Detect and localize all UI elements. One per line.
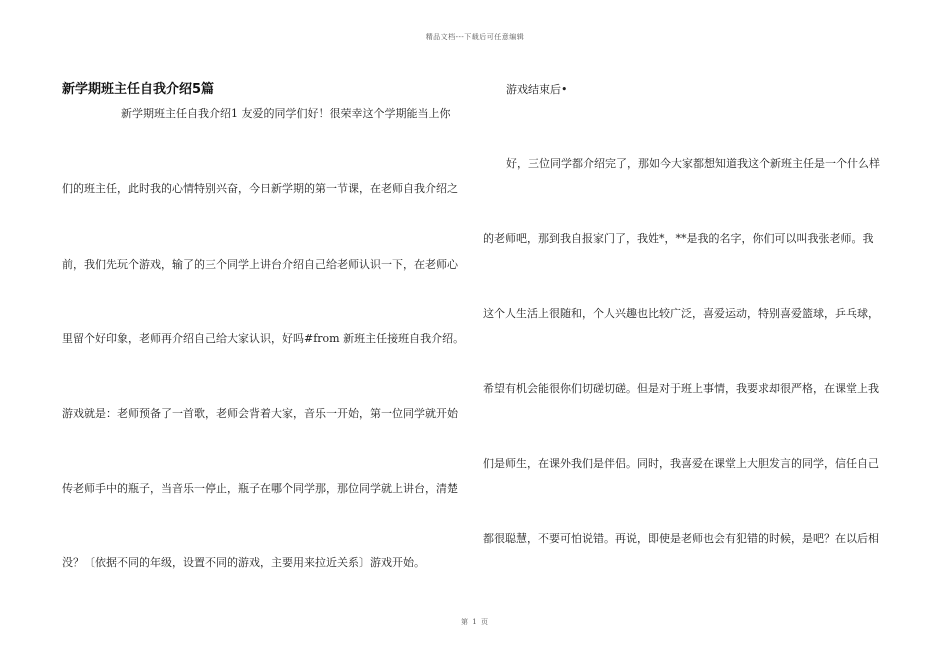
right-paragraph-line: 游戏结束后• <box>506 83 568 96</box>
left-paragraph-line: 新学期班主任自我介绍1 友爱的同学们好！很荣幸这个学期能当上你 <box>121 107 451 120</box>
right-paragraph-line: 这个人生活上很随和，个人兴趣也比较广泛，喜爱运动，特别喜爱篮球，乒乓球， <box>483 307 879 320</box>
right-paragraph-line: 都很聪慧，不要可怕说错。再说，即使是老师也会有犯错的时候，是吧？在以后相 <box>483 532 879 545</box>
document-title: 新学期班主任自我介绍5篇 <box>62 82 215 97</box>
left-paragraph-line: 们的班主任，此时我的心情特别兴奋，今日新学期的第一节课，在老师自我介绍之 <box>62 182 458 195</box>
left-paragraph-line: 前，我们先玩个游戏，输了的三个同学上讲台介绍自己给老师认识一下，在老师心 <box>62 258 458 271</box>
left-paragraph-line: 游戏就是：老师预备了一首歌，老师会背着大家，音乐一开始，第一位同学就开始 <box>62 407 458 420</box>
left-paragraph-line: 没？〔依据不同的年级，设置不同的游戏，主要用来拉近关系〕游戏开始。 <box>62 556 425 569</box>
right-paragraph-line: 希望有机会能很你们切磋切磋。但是对于班上事情，我要求却很严格，在课堂上我 <box>483 382 879 395</box>
page-header: 精品文档---下载后可任意编辑 <box>425 33 525 41</box>
right-paragraph-line: 们是师生，在课外我们是伴侣。同时，我喜爱在课堂上大胆发言的同学，信任自己 <box>483 457 879 470</box>
right-paragraph-line: 的老师吧，那到我自报家门了，我姓*，**是我的名字，你们可以叫我张老师。我 <box>483 232 874 245</box>
right-paragraph-line: 好，三位同学都介绍完了，那如今大家都想知道我这个新班主任是一个什么样 <box>506 157 880 170</box>
left-paragraph-line: 传老师手中的瓶子，当音乐一停止，瓶子在哪个同学那，那位同学就上讲台，清楚 <box>62 482 458 495</box>
page-number: 第 1 页 <box>461 618 489 626</box>
left-paragraph-line: 里留个好印象，老师再介绍自己给大家认识，好吗#from 新班主任接班自我介绍。 <box>62 332 465 345</box>
